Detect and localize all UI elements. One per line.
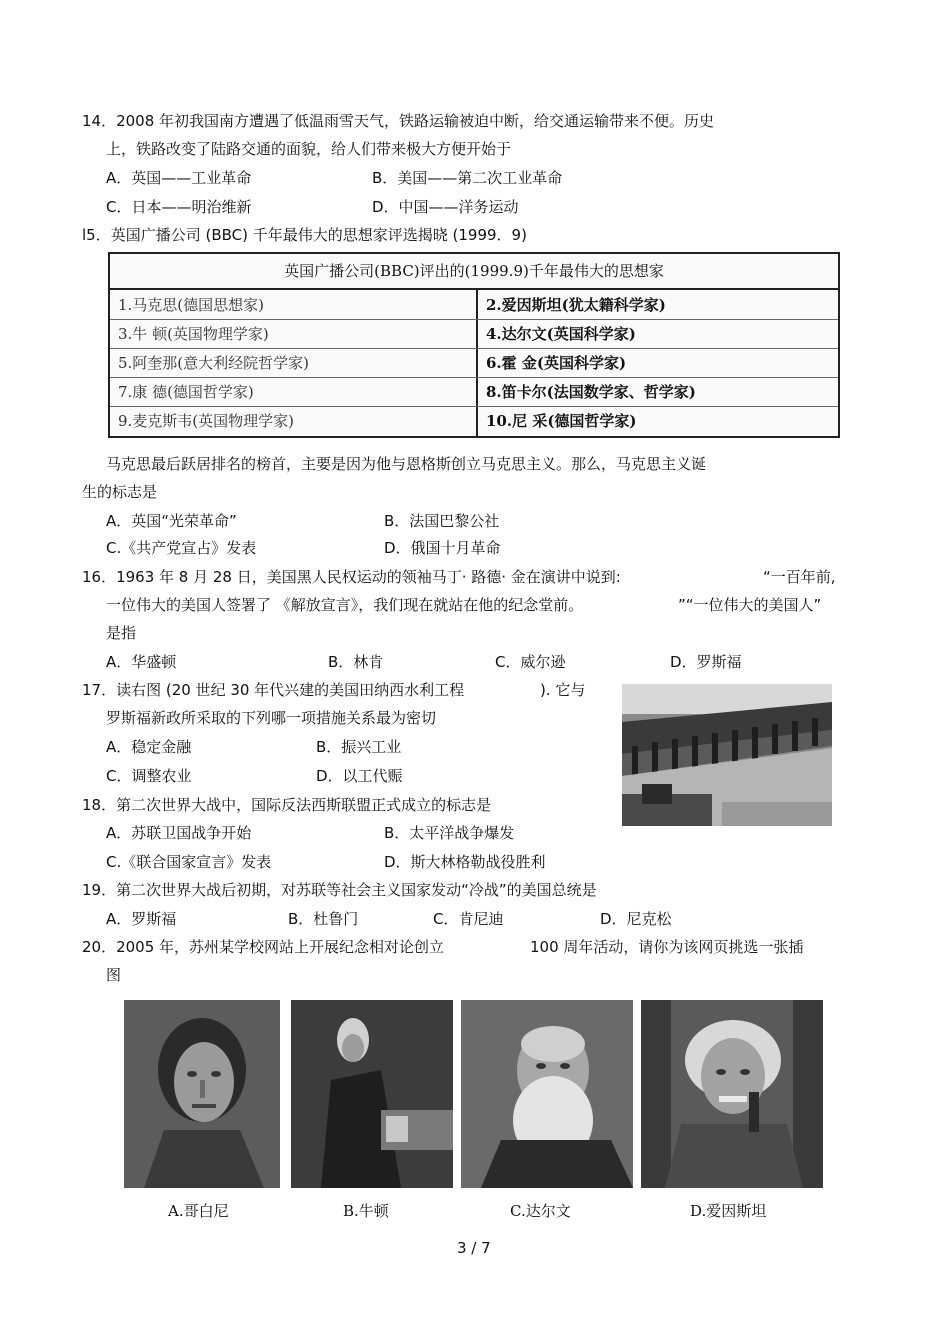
q16-stem-line2: 一位伟大的美国人签署了 《解放宣言》，我们现在就站在他的纪念堂前。 — [106, 596, 584, 614]
table-cell-right-3: 6.霍 金(英国科学家) — [486, 354, 627, 372]
q14-stem-line1: 14．2008 年初我国南方遭遇了低温雨雪天气，铁路运输被迫中断，给交通运输带来不便。历史 — [82, 112, 715, 130]
q18-stem-line1: 18．第二次世界大战中，国际反法西斯联盟正式成立的标志是 — [82, 796, 492, 814]
q14-option-a: A．英国——工业革命 — [106, 169, 252, 187]
caption-a: A.哥白尼 — [168, 1202, 229, 1220]
table-cell-right-1: 2.爱因斯坦(犹太籍科学家) — [486, 296, 666, 314]
q16-option-a: A．华盛顿 — [106, 653, 177, 671]
q16-stem-line1: 16．1963 年 8 月 28 日，美国黑人民权运动的领袖马丁· 路德· 金在演讲中说到: — [82, 568, 621, 586]
portrait-einstein-photo — [641, 1000, 823, 1188]
q15-option-c: C.《共产党宣占》发表 — [106, 539, 257, 557]
q16-stem-line1-quote: “一百年前, — [763, 568, 836, 586]
q18-option-c: C.《联合国家宣言》发表 — [106, 853, 272, 871]
table-cell-left-1: 1.马克思(德国思想家) — [118, 296, 265, 314]
q15-stem-line1: l5．英国广播公司 (BBC) 千年最伟大的思想家评选揭晓 (1999．9) — [82, 226, 527, 244]
q14-option-b: B．美国——第二次工业革命 — [372, 169, 563, 187]
portrait-newton-photo — [291, 1000, 453, 1188]
thinkers-table-title: 英国广播公司(BBC)评出的(1999.9)千年最伟大的思想家 — [110, 254, 838, 290]
caption-d: D.爱因斯坦 — [690, 1202, 767, 1220]
q14-option-c: C．日本——明治维新 — [106, 198, 252, 216]
q18-option-a: A．苏联卫国战争开始 — [106, 824, 252, 842]
q15-option-b: B．法国巴黎公社 — [384, 512, 500, 530]
table-cell-right-4: 8.笛卡尔(法国数学家、哲学家) — [486, 383, 696, 401]
table-cell-left-2: 3.牛 顿(英国物理学家) — [118, 325, 269, 343]
table-cell-right-5: 10.尼 采(德国哲学家) — [486, 412, 637, 430]
portrait-copernicus-photo — [124, 1000, 280, 1188]
q14-stem-line2: 上，铁路改变了陆路交通的面貌，给人们带来极大方便开始于 — [106, 140, 512, 158]
table-cell-left-5: 9.麦克斯韦(英国物理学家) — [118, 412, 295, 430]
q19-option-d: D．尼克松 — [600, 910, 672, 928]
q17-option-b: B．振兴工业 — [316, 738, 402, 756]
portrait-darwin-photo — [461, 1000, 633, 1188]
tennessee-dam-photo — [622, 684, 832, 826]
table-cell-left-4: 7.康 德(德国哲学家) — [118, 383, 254, 401]
q19-option-a: A．罗斯福 — [106, 910, 177, 928]
thinkers-table — [108, 252, 840, 438]
q16-stem-line3: 是指 — [106, 624, 137, 642]
q17-option-a: A．稳定金融 — [106, 738, 192, 756]
q19-stem-line1: 19．第二次世界大战后初期，对苏联等社会主义国家发动“冷战”的美国总统是 — [82, 881, 597, 899]
q17-option-d: D．以工代赈 — [316, 767, 403, 785]
caption-c: C.达尔文 — [510, 1202, 571, 1220]
q17-stem-line1-end: ). 它与 — [540, 681, 586, 699]
q16-option-b: B．林肯 — [328, 653, 384, 671]
page-number: 3 / 7 — [457, 1239, 491, 1257]
q19-option-b: B．杜鲁门 — [288, 910, 359, 928]
q20-stem-line1: 20．2005 年，苏州某学校网站上开展纪念相对论创立 — [82, 938, 445, 956]
q18-option-b: B．太平洋战争爆发 — [384, 824, 515, 842]
q17-stem-line2: 罗斯福新政所采取的下列哪一项措施关系最为密切 — [106, 709, 437, 727]
q17-stem-line1: 17．读右图 (20 世纪 30 年代兴建的美国田纳西水利工程 — [82, 681, 465, 699]
q15-stem-line3: 生的标志是 — [82, 483, 158, 501]
q15-option-d: D．俄国十月革命 — [384, 539, 501, 557]
table-cell-left-3: 5.阿奎那(意大利经院哲学家) — [118, 354, 310, 372]
q15-stem-line2: 马克思最后跃居排名的榜首，主要是因为他与恩格斯创立马克思主义。那么，马克思主义诞 — [106, 455, 707, 473]
q16-option-c: C．威尔逊 — [495, 653, 566, 671]
q20-stem-line1-end: 100 周年活动，请你为该网页挑选一张插 — [530, 938, 804, 956]
q16-option-d: D．罗斯福 — [670, 653, 742, 671]
q16-stem-line2-quote: ”“一位伟大的美国人” — [678, 596, 822, 614]
q18-option-d: D．斯大林格勒战役胜利 — [384, 853, 546, 871]
caption-b: B.牛顿 — [343, 1202, 389, 1220]
q15-option-a: A．英国“光荣革命” — [106, 512, 237, 530]
q19-option-c: C．肯尼迪 — [433, 910, 504, 928]
q14-option-d: D．中国——洋务运动 — [372, 198, 519, 216]
table-cell-right-2: 4.达尔文(英国科学家) — [486, 325, 636, 343]
q20-stem-line2: 图 — [106, 966, 122, 984]
q17-option-c: C．调整农业 — [106, 767, 192, 785]
